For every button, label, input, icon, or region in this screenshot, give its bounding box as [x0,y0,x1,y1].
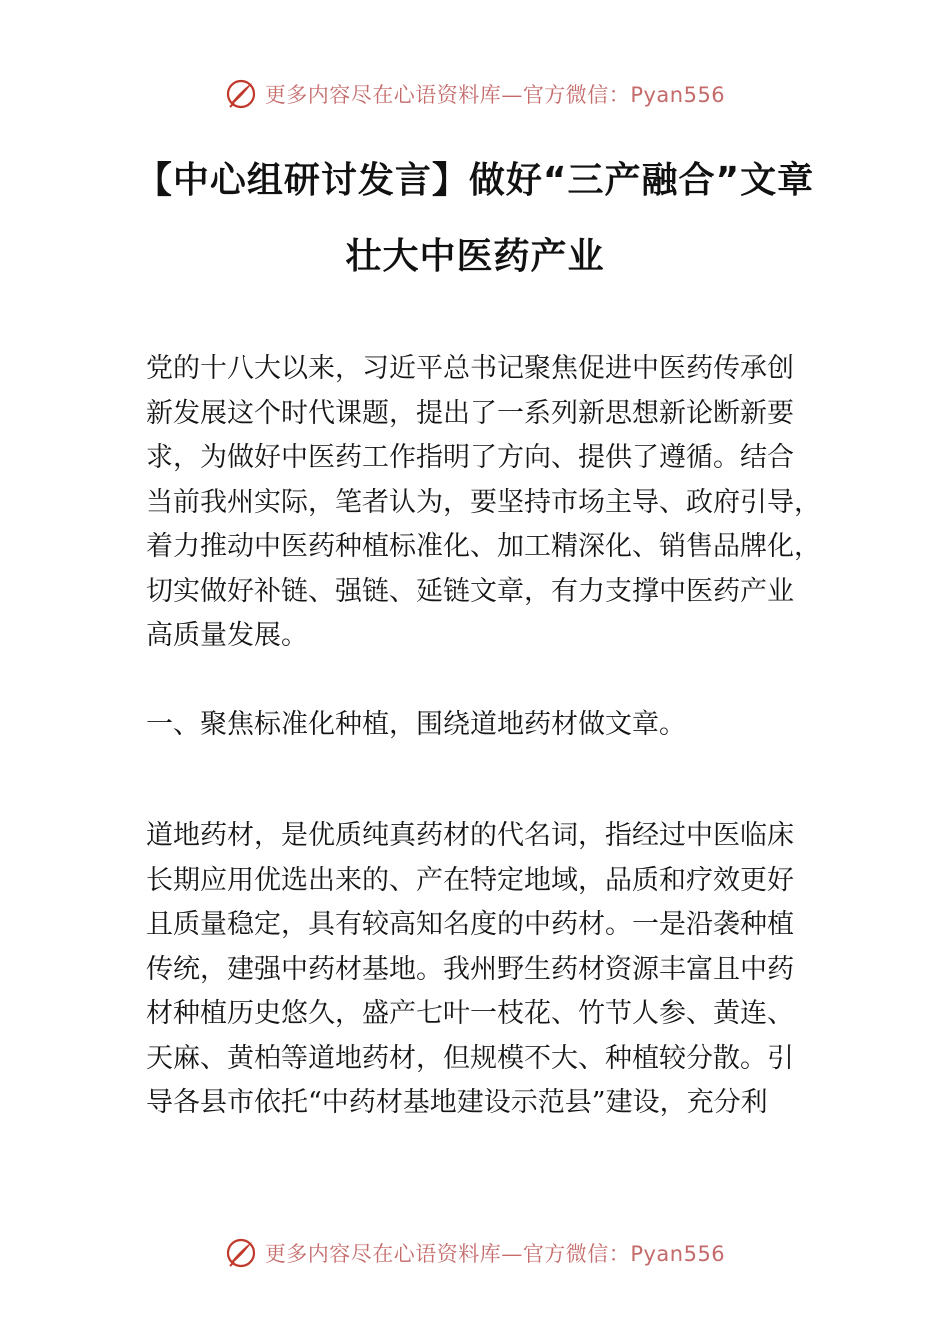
quill-pen-logo-icon [225,1237,257,1269]
text-line: 新发展这个时代课题，提出了一系列新思想新论断新要 [146,397,794,429]
text-line: 求，为做好中医药工作指明了方向、提供了遵循。结合 [146,442,794,473]
separator-dash: — [501,83,523,107]
separator-dash: — [501,1242,523,1266]
heading-text: 一、聚焦标准化种植，围绕道地药材做文章。 [146,709,686,740]
site-name: 更多内容尽在心语资料库 [264,83,502,107]
text-line: 道地药材，是优质纯真药材的代名词，指经过中医临床 [146,820,794,851]
document-title-line-2: 壮大中医药产业 [345,236,605,277]
header-banner [0,74,950,114]
text-line: 天麻、黄柏等道地药材，但规模不大、种植较分散。引 [146,1042,794,1074]
wechat-label: 官方微信： [522,1242,631,1266]
site-name: 更多内容尽在心语资料库 [264,1242,502,1266]
text-line: 高质量发展。 [146,620,308,651]
text-line: 长期应用优选出来的、产在特定地域，品质和疗效更好 [146,864,794,896]
intro-paragraph [146,347,821,659]
text-line: 传统，建强中药材基地。我州野生药材资源丰富且中药 [146,953,794,985]
wechat-label: 官方微信： [522,83,631,107]
text-line: 切实做好补链、强链、延链文章，有力支撑中医药产业 [146,575,794,607]
footer-banner [0,1233,950,1273]
text-line: 且质量稳定，具有较高知名度的中药材。一是沿袭种植 [146,909,794,940]
text-line: 导各县市依托“中药材基地建设示范县”建设，充分利 [146,1087,768,1118]
footer-banner-text [265,1238,725,1268]
section-1-paragraph [146,814,808,1126]
text-line: 当前我州实际，笔者认为，要坚持市场主导、政府引导， [146,486,821,518]
text-line: 党的十八大以来，习近平总书记聚焦促进中医药传承创 [146,353,794,384]
section-heading-1 [146,703,808,748]
document-title-line-1: 【中心组研讨发言】做好“三产融合”文章 [135,160,815,201]
wechat-id: Pyan556 [630,83,726,107]
text-line: 着力推动中医药种植标准化、加工精深化、销售品牌化， [146,531,821,562]
header-banner-text [265,79,725,109]
quill-pen-logo-icon [225,78,257,110]
text-line: 材种植历史悠久，盛产七叶一枝花、竹节人参、黄连、 [146,998,794,1029]
wechat-id: Pyan556 [630,1242,726,1266]
